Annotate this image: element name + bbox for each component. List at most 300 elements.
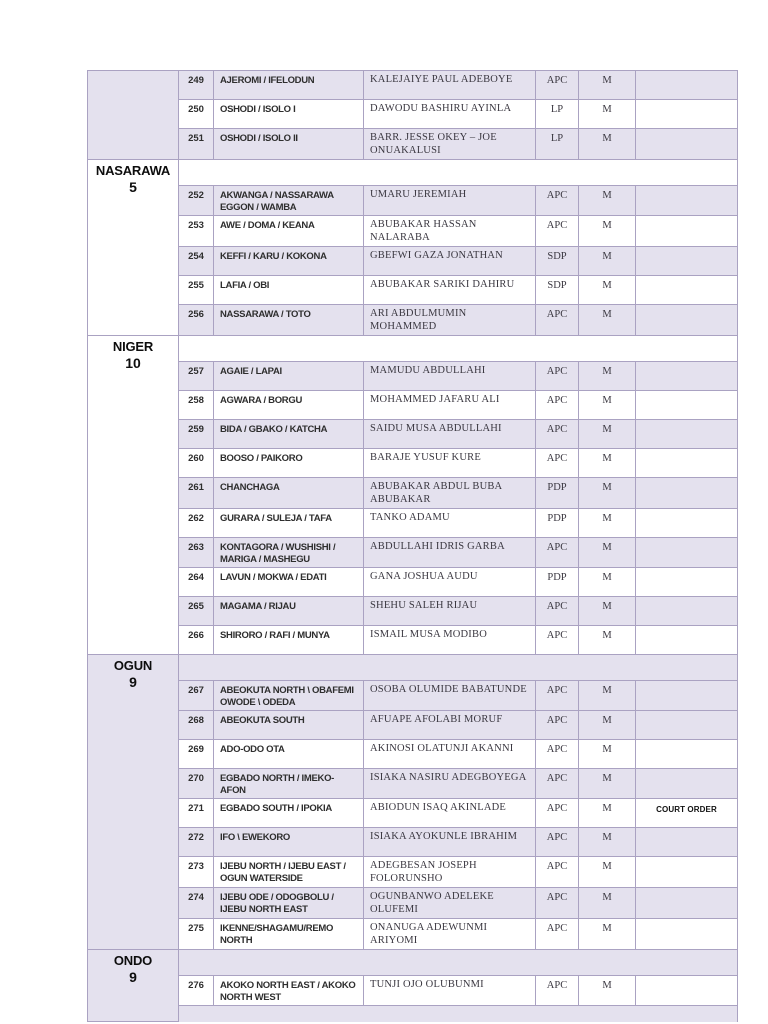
gender-cell [579,100,636,129]
constituency-cell [214,681,364,711]
table-row [88,888,738,919]
gender-text: M [602,744,612,755]
candidate-text: ABUBAKAR ABDUL BUBA ABUBAKAR [370,481,502,505]
gender-text: M [602,190,612,201]
constituency-text: MAGAMA / RIJAU [220,601,296,612]
remarks-cell [636,857,738,888]
constituency-text: AWE / DOMA / KEANA [220,220,315,231]
constituency-text: AKWANGA / NASSARAWA EGGON / WAMBA [220,190,334,213]
constituency-cell [214,509,364,538]
gender-text: M [602,104,612,115]
candidate-text: ABUBAKAR SARIKI DAHIRU [370,279,515,290]
gender-cell [579,919,636,950]
constituency-cell [214,276,364,305]
constituency-text: SHIRORO / RAFI / MUNYA [220,630,330,641]
serial-number-text: 253 [188,220,204,231]
gender-text: M [602,572,612,583]
candidate-cell [364,509,536,538]
gender-cell [579,538,636,568]
candidate-text: DAWODU BASHIRU AYINLA [370,103,512,114]
constituency-cell [214,100,364,129]
candidate-cell [364,976,536,1006]
table-row [88,391,738,420]
candidate-cell [364,857,536,888]
candidate-cell [364,919,536,950]
serial-number-text: 262 [188,513,204,524]
state-seat-count: 9 [129,969,137,985]
table-row [88,186,738,216]
serial-number-cell [179,919,214,950]
candidate-cell [364,71,536,100]
gender-text: M [602,424,612,435]
gender-text: M [602,803,612,814]
party-text: APC [546,923,568,934]
candidate-text: MAMUDU ABDULLAHI [370,365,486,376]
constituency-text: EGBADO NORTH / IMEKO-AFON [220,773,335,796]
party-cell [536,216,579,247]
remarks-cell [636,626,738,655]
serial-number-cell [179,799,214,828]
party-text: LP [550,104,564,115]
candidate-cell [364,129,536,160]
remarks-cell [636,449,738,478]
serial-number-cell [179,449,214,478]
party-text: APC [546,601,568,612]
party-cell [536,509,579,538]
constituency-cell [214,216,364,247]
constituency-text: KEFFI / KARU / KOKONA [220,251,327,262]
section-first-row [88,336,738,362]
remarks-cell [636,71,738,100]
constituency-cell [214,538,364,568]
candidate-cell [364,568,536,597]
gender-text: M [602,832,612,843]
party-cell [536,568,579,597]
remarks-cell [636,828,738,857]
gender-cell [579,276,636,305]
gender-text: M [602,395,612,406]
gender-text: M [602,366,612,377]
serial-number-text: 255 [188,280,204,291]
party-cell [536,420,579,449]
gender-text: M [602,601,612,612]
section-first-row [88,950,738,976]
serial-number-text: 275 [188,923,204,934]
party-cell [536,186,579,216]
party-cell [536,857,579,888]
gender-text: M [602,251,612,262]
candidate-cell [364,828,536,857]
gender-cell [579,568,636,597]
serial-number-cell [179,769,214,799]
state-cell [88,950,179,1022]
table-row [88,509,738,538]
candidate-text: ONANUGA ADEWUNMI ARIYOMI [370,922,488,946]
party-cell [536,276,579,305]
constituency-text: IJEBU ODE / ODOGBOLU / IJEBU NORTH EAST [220,892,334,915]
candidate-text: UMARU JEREMIAH [370,189,467,200]
gender-cell [579,799,636,828]
candidate-cell [364,100,536,129]
gender-text: M [602,630,612,641]
gender-text: M [602,980,612,991]
constituency-cell [214,828,364,857]
section-spacer [179,336,738,362]
serial-number-cell [179,362,214,391]
serial-number-text: 267 [188,685,204,696]
gender-cell [579,391,636,420]
section-first-row [88,160,738,186]
serial-number-cell [179,597,214,626]
state-seat-count: 10 [125,355,141,371]
gender-cell [579,305,636,336]
constituency-cell [214,857,364,888]
gender-text: M [602,715,612,726]
gender-cell [579,478,636,509]
gender-text: M [602,220,612,231]
serial-number-cell [179,509,214,538]
constituency-cell [214,305,364,336]
party-cell [536,828,579,857]
candidate-text: AFUAPE AFOLABI MORUF [370,714,503,725]
table-row [88,420,738,449]
gender-text: M [602,923,612,934]
table-row [88,100,738,129]
serial-number-cell [179,186,214,216]
table-row [88,449,738,478]
serial-number-text: 269 [188,744,204,755]
party-text: APC [546,892,568,903]
candidate-text: SAIDU MUSA ABDULLAHI [370,423,502,434]
gender-text: M [602,280,612,291]
party-text: APC [546,715,568,726]
table-row [88,799,738,828]
party-cell [536,478,579,509]
serial-number-text: 259 [188,424,204,435]
candidate-text: MOHAMMED JAFARU ALI [370,394,500,405]
gender-cell [579,71,636,100]
candidate-cell [364,247,536,276]
remarks-cell [636,478,738,509]
constituency-text: IJEBU NORTH / IJEBU EAST / OGUN WATERSIDE [220,861,346,884]
state-cell [88,655,179,950]
candidate-text: OSOBA OLUMIDE BABATUNDE [370,684,527,695]
constituency-cell [214,71,364,100]
table-row [88,71,738,100]
constituency-cell [214,769,364,799]
serial-number-cell [179,828,214,857]
party-text: APC [546,309,568,320]
serial-number-text: 276 [188,980,204,991]
constituency-text: KONTAGORA / WUSHISHI / MARIGA / MASHEGU [220,542,336,565]
candidate-cell [364,305,536,336]
party-text: APC [546,861,568,872]
serial-number-cell [179,247,214,276]
serial-number-cell [179,100,214,129]
serial-number-cell [179,538,214,568]
serial-number-text: 257 [188,366,204,377]
remarks-cell [636,362,738,391]
candidate-cell [364,769,536,799]
party-cell [536,538,579,568]
serial-number-text: 274 [188,892,204,903]
gender-cell [579,740,636,769]
gender-cell [579,769,636,799]
table-row [88,247,738,276]
serial-number-cell [179,420,214,449]
constituency-cell [214,186,364,216]
constituency-cell [214,626,364,655]
constituency-text: AGWARA / BORGU [220,395,303,406]
table-row [88,478,738,509]
remarks-cell [636,391,738,420]
party-text: APC [546,980,568,991]
gender-cell [579,216,636,247]
candidates-table [87,70,738,1022]
candidate-text: BARR. JESSE OKEY – JOE ONUAKALUSI [370,132,497,156]
remarks-cell [636,919,738,950]
party-cell [536,976,579,1006]
candidate-text: ADEGBESAN JOSEPH FOLORUNSHO [370,860,477,884]
party-text: APC [546,424,568,435]
party-text: APC [546,542,568,553]
party-cell [536,711,579,740]
candidate-cell [364,597,536,626]
serial-number-text: 254 [188,251,204,262]
candidate-cell [364,799,536,828]
candidate-text: ISMAIL MUSA MODIBO [370,629,487,640]
remarks-cell [636,597,738,626]
gender-text: M [602,773,612,784]
table-row [88,129,738,160]
table-row [88,626,738,655]
state-cell [88,71,179,160]
party-cell [536,449,579,478]
party-cell [536,362,579,391]
state-name: OGUN [113,658,153,673]
party-text: SDP [547,280,567,291]
serial-number-text: 268 [188,715,204,726]
constituency-cell [214,568,364,597]
state-seat-count: 9 [129,674,137,690]
candidate-text: SHEHU SALEH RIJAU [370,600,478,611]
state-seat-count: 5 [129,179,137,195]
party-cell [536,740,579,769]
section-first-row [88,655,738,681]
serial-number-text: 252 [188,190,204,201]
gender-cell [579,186,636,216]
serial-number-cell [179,888,214,919]
gender-cell [579,129,636,160]
constituency-cell [214,129,364,160]
constituency-cell [214,247,364,276]
party-cell [536,597,579,626]
constituency-text: ABEOKUTA NORTH \ OBAFEMI OWODE \ ODEDA [220,685,354,708]
serial-number-cell [179,305,214,336]
gender-cell [579,247,636,276]
section-spacer [179,950,738,976]
constituency-text: EGBADO SOUTH / IPOKIA [220,803,332,814]
party-text: APC [546,630,568,641]
constituency-cell [214,799,364,828]
remarks-cell [636,186,738,216]
remarks-cell [636,276,738,305]
serial-number-cell [179,740,214,769]
party-text: APC [546,744,568,755]
candidate-text: TANKO ADAMU [370,512,450,523]
party-text: APC [546,220,568,231]
candidate-cell [364,186,536,216]
gender-text: M [602,309,612,320]
party-text: PDP [547,482,567,493]
constituency-text: IKENNE/SHAGAMU/REMO NORTH [220,923,334,946]
remarks-cell [636,888,738,919]
constituency-cell [214,919,364,950]
candidate-cell [364,449,536,478]
candidate-text: GBEFWI GAZA JONATHAN [370,250,503,261]
remarks-cell [636,740,738,769]
constituency-text: ABEOKUTA SOUTH [220,715,305,726]
constituency-cell [214,362,364,391]
candidate-text: ARI ABDULMUMIN MOHAMMED [370,308,467,332]
constituency-cell [214,740,364,769]
serial-number-text: 258 [188,395,204,406]
party-cell [536,100,579,129]
table-row [88,976,738,1006]
gender-cell [579,449,636,478]
candidate-cell [364,391,536,420]
serial-number-text: 265 [188,601,204,612]
serial-number-text: 266 [188,630,204,641]
party-text: PDP [547,513,567,524]
serial-number-cell [179,711,214,740]
table-row [88,919,738,950]
constituency-text: ADO-ODO OTA [220,744,285,755]
serial-number-text: 260 [188,453,204,464]
party-text: APC [546,685,568,696]
party-cell [536,919,579,950]
section-spacer [179,655,738,681]
gender-text: M [602,513,612,524]
remarks-cell [636,799,738,828]
candidate-cell [364,711,536,740]
state-cell [88,336,179,655]
candidate-text: KALEJAIYE PAUL ADEBOYE [370,74,513,85]
party-text: PDP [547,572,567,583]
constituency-text: CHANCHAGA [220,482,280,493]
serial-number-cell [179,626,214,655]
serial-number-cell [179,681,214,711]
table-row [88,597,738,626]
serial-number-text: 250 [188,104,204,115]
constituency-text: LAVUN / MOKWA / EDATI [220,572,327,583]
constituency-text: LAFIA / OBI [220,280,270,291]
party-cell [536,305,579,336]
table-row [88,305,738,336]
table-row [88,769,738,799]
constituency-text: NASSARAWA / TOTO [220,309,311,320]
state-name: ONDO [113,953,153,968]
candidate-cell [364,538,536,568]
serial-number-text: 264 [188,572,204,583]
remarks-cell [636,216,738,247]
remarks-cell [636,976,738,1006]
serial-number-cell [179,857,214,888]
serial-number-text: 249 [188,75,204,86]
constituency-text: AJEROMI / IFELODUN [220,75,315,86]
gender-cell [579,626,636,655]
remarks-cell [636,305,738,336]
state-cell [88,160,179,336]
serial-number-text: 273 [188,861,204,872]
table-row [88,711,738,740]
gender-cell [579,509,636,538]
gender-cell [579,888,636,919]
constituency-text: BOOSO / PAIKORO [220,453,303,464]
gender-cell [579,857,636,888]
constituency-text: OSHODI / ISOLO I [220,104,296,115]
party-text: LP [550,133,564,144]
serial-number-text: 270 [188,773,204,784]
serial-number-text: 261 [188,482,204,493]
candidate-cell [364,626,536,655]
cut-off-row [88,1006,738,1022]
gender-cell [579,420,636,449]
candidate-text: ABIODUN ISAQ AKINLADE [370,802,507,813]
table-row [88,276,738,305]
gender-text: M [602,133,612,144]
cut-off-cell [179,1006,738,1022]
table-row [88,362,738,391]
party-cell [536,71,579,100]
constituency-cell [214,888,364,919]
party-cell [536,681,579,711]
serial-number-cell [179,216,214,247]
remarks-cell [636,769,738,799]
party-text: APC [546,803,568,814]
party-cell [536,888,579,919]
remarks-cell [636,538,738,568]
constituency-text: GURARA / SULEJA / TAFA [220,513,332,524]
table-row [88,681,738,711]
candidate-cell [364,888,536,919]
remarks-cell [636,100,738,129]
serial-number-text: 263 [188,542,204,553]
serial-number-text: 271 [188,803,204,814]
gender-cell [579,362,636,391]
party-text: APC [546,190,568,201]
candidate-cell [364,276,536,305]
party-text: APC [546,453,568,464]
serial-number-cell [179,391,214,420]
remarks-cell [636,681,738,711]
party-cell [536,626,579,655]
party-cell [536,799,579,828]
state-name: NIGER [112,339,154,354]
remarks-text: COURT ORDER [656,805,717,814]
table-row [88,857,738,888]
table-row [88,828,738,857]
gender-text: M [602,75,612,86]
table-row [88,538,738,568]
constituency-text: OSHODI / ISOLO II [220,133,298,144]
remarks-cell [636,568,738,597]
candidate-cell [364,478,536,509]
candidate-text: TUNJI OJO OLUBUNMI [370,979,484,990]
table-row [88,216,738,247]
constituency-text: AGAIE / LAPAI [220,366,282,377]
party-cell [536,769,579,799]
